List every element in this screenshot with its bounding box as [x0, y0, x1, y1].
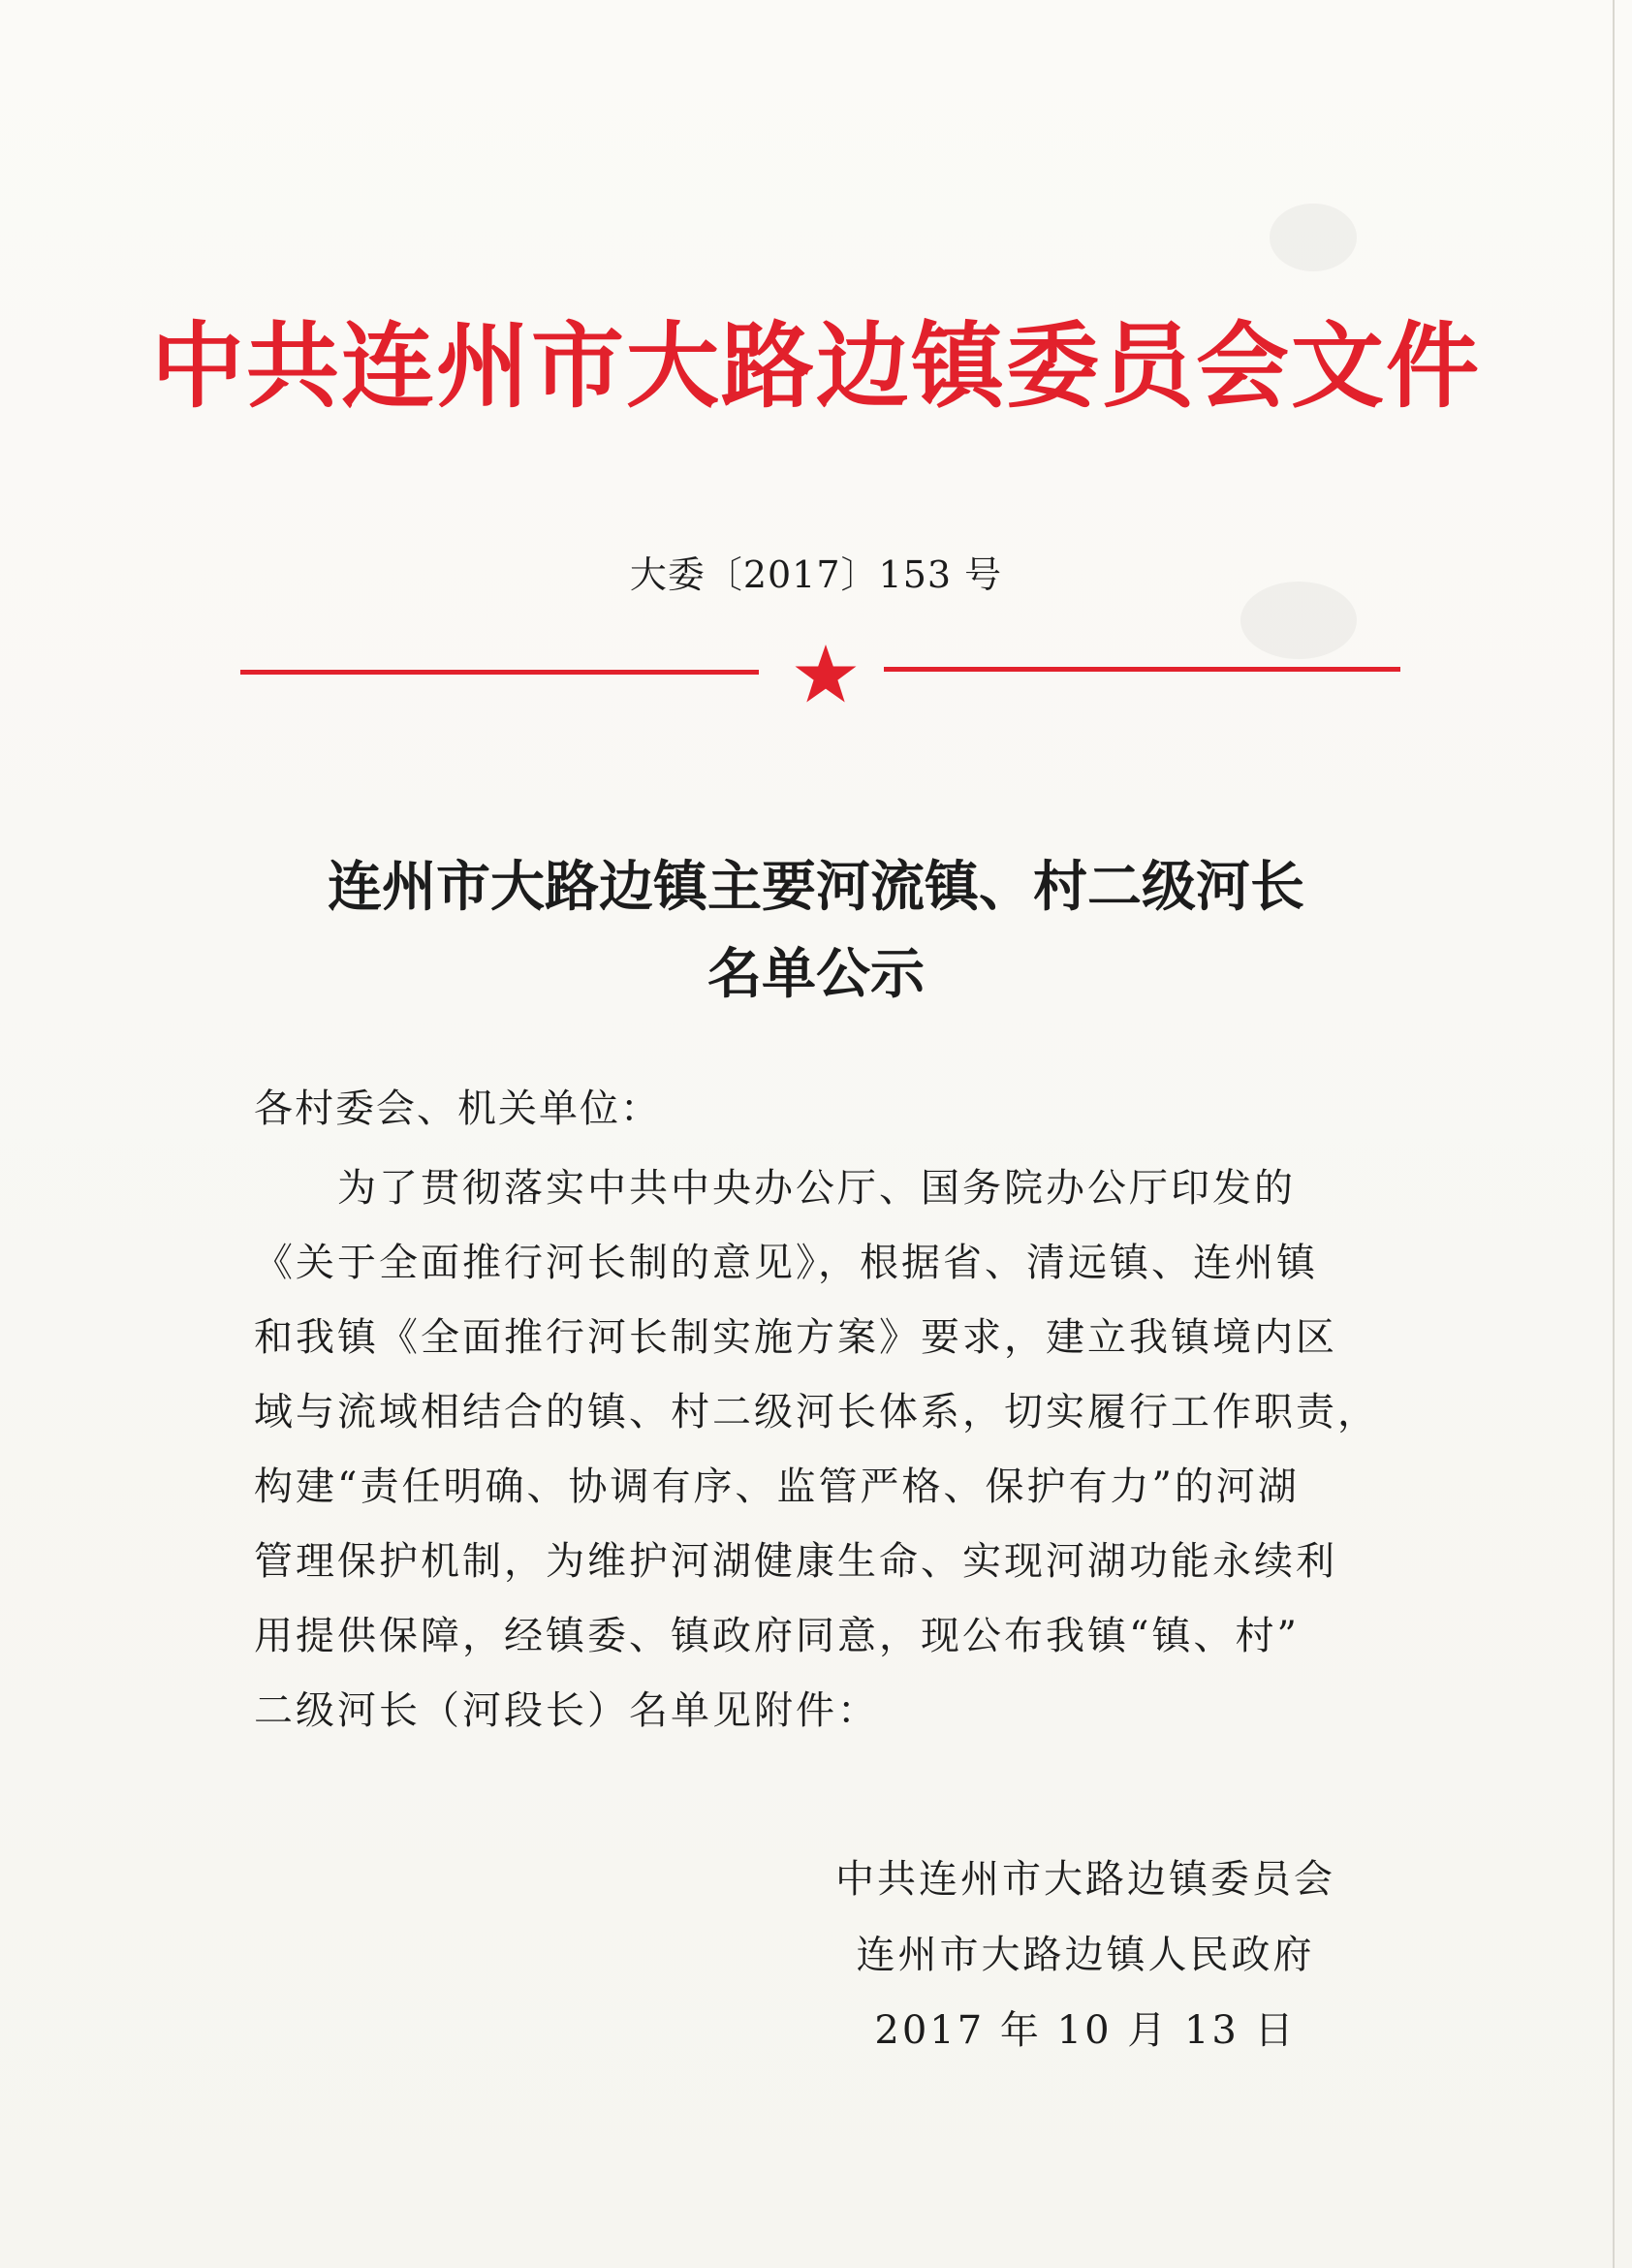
signature-org-government: 连州市大路边镇人民政府	[856, 1933, 1315, 1977]
star-icon	[794, 643, 858, 705]
signature-date: 2017 年 10 月 13 日	[874, 2008, 1297, 2053]
document-title	[0, 843, 1632, 1018]
document-title-line-2: 名单公示	[707, 942, 925, 1006]
document-header-title: 中共连州市大路边镇委员会文件	[151, 312, 1481, 421]
body-line: 和我镇《全面推行河长制实施方案》要求，建立我镇境内区	[254, 1315, 1337, 1360]
body-paragraph	[254, 1151, 1379, 1748]
body-line: 域与流域相结合的镇、村二级河长体系，切实履行工作职责，	[254, 1390, 1379, 1434]
red-divider-left	[240, 670, 759, 675]
salutation: 各村委会、机关单位：	[254, 1087, 661, 1131]
body-line: 用提供保障，经镇委、镇政府同意，现公布我镇“镇、村”	[254, 1614, 1300, 1658]
red-divider-right	[884, 667, 1400, 672]
body-line: 管理保护机制，为维护河湖健康生命、实现河湖功能永续利	[254, 1539, 1337, 1584]
signature-block	[795, 1842, 1376, 2068]
body-line: 构建“责任明确、协调有序、监管严格、保护有力”的河湖	[254, 1465, 1300, 1509]
body-line: 二级河长（河段长）名单见附件：	[254, 1688, 879, 1733]
scan-smudge	[1270, 204, 1357, 271]
body-line: 《关于全面推行河长制的意见》，根据省、清远镇、连州镇	[254, 1241, 1318, 1285]
document-number: 大委〔2017〕153 号	[629, 553, 1003, 596]
document-title-line-1: 连州市大路边镇主要河流镇、村二级河长	[328, 855, 1304, 919]
signature-org-party: 中共连州市大路边镇委员会	[835, 1857, 1335, 1902]
body-line: 为了贯彻落实中共中央办公厅、国务院办公厅印发的	[337, 1166, 1296, 1211]
